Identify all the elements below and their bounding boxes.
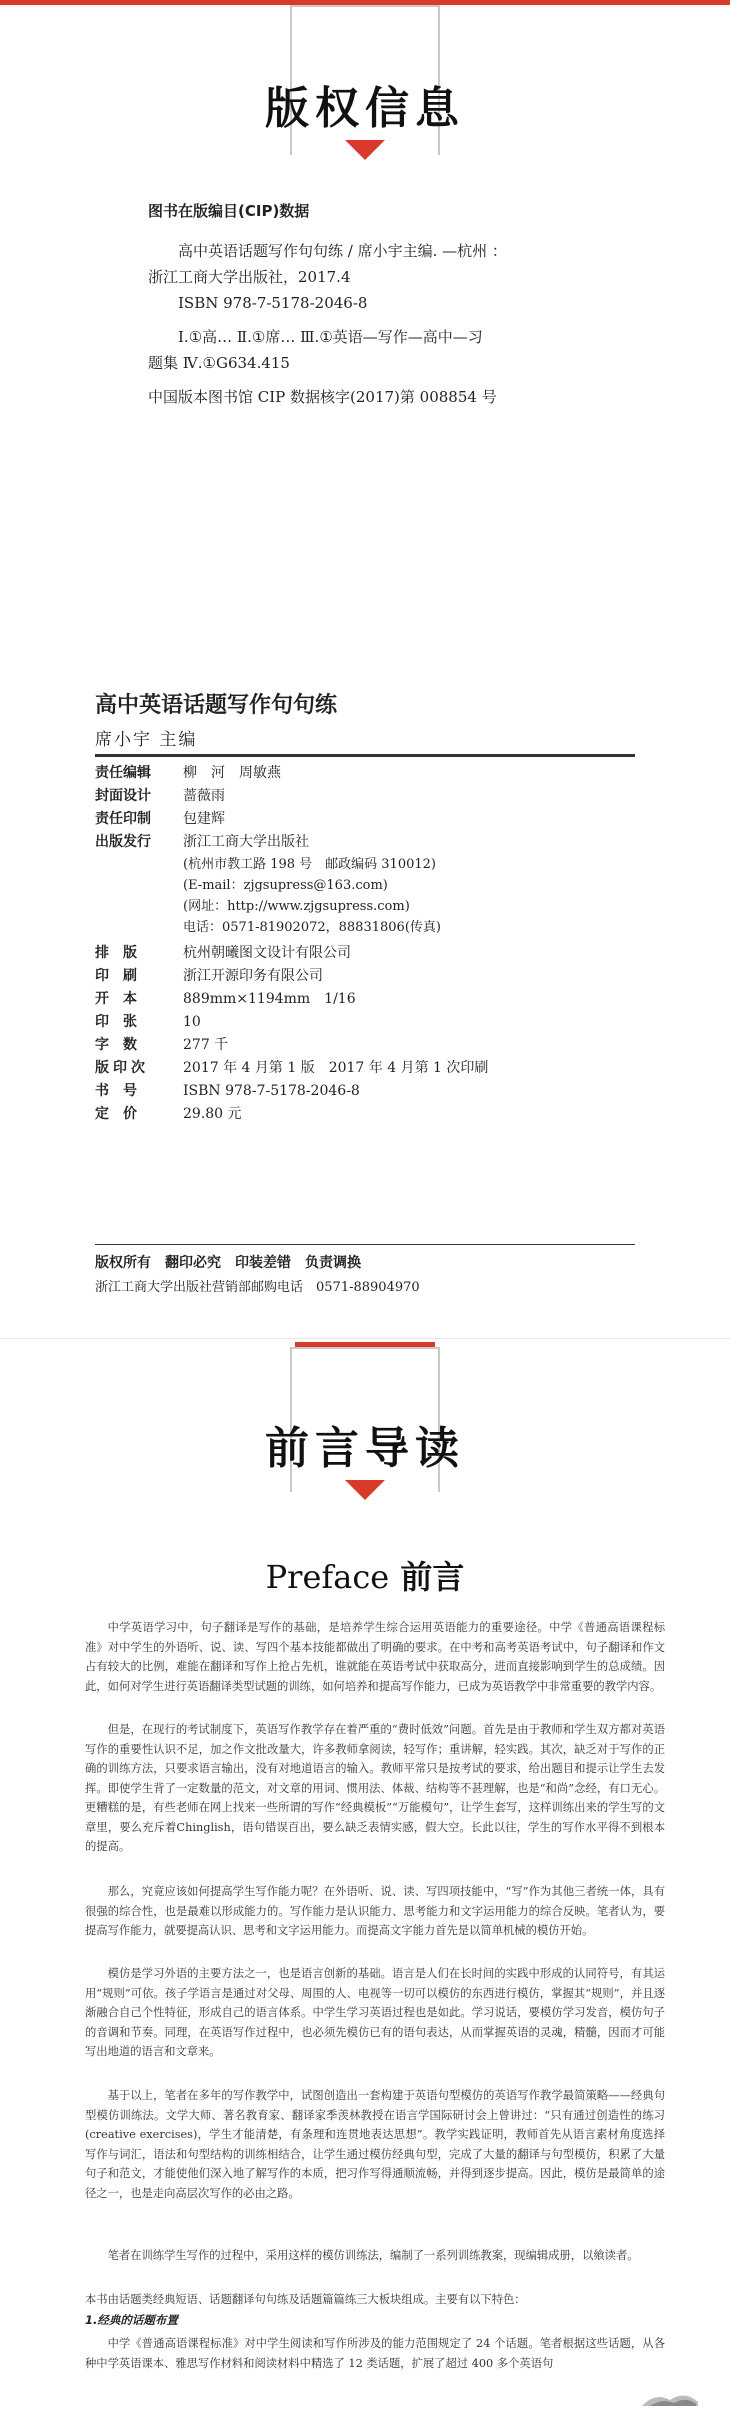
info-row [95, 831, 635, 854]
info-key: 封面设计 [95, 788, 151, 804]
book-author: 席小宇 主编 [95, 730, 198, 750]
feature-heading: 1.经典的话题布置 [85, 2313, 178, 2327]
cip-line: ISBN 978-7-5178-2046-8 [178, 294, 368, 312]
spec-key: 版印次 [95, 1060, 149, 1076]
spec-value: 浙江开源印务有限公司 [183, 968, 323, 984]
spec-value: 889mm×1194mm 1/16 [183, 991, 356, 1007]
cip-line: 中国版本图书馆 CIP 数据核字(2017)第 008854 号 [148, 388, 497, 406]
spec-value: 10 [183, 1014, 201, 1030]
spec-key: 印张 [95, 1014, 151, 1030]
info-value: 包建辉 [183, 811, 225, 827]
cip-label: 图书在版编目(CIP)数据 [148, 202, 310, 220]
preface-heading-en: Preface [265, 1558, 390, 1596]
cip-line: Ⅰ.①高… Ⅱ.①席… Ⅲ.①英语—写作—高中—习 [178, 328, 483, 346]
info-value: 柳 河 周敏燕 [183, 765, 281, 781]
preface-heading [0, 1552, 730, 1598]
rights-notice: 版权所有 翻印必究 印装差错 负责调换 [95, 1255, 361, 1271]
spec-key: 字数 [95, 1037, 151, 1053]
spec-value: ISBN 978-7-5178-2046-8 [183, 1083, 360, 1099]
spec-key: 书号 [95, 1083, 151, 1099]
spec-key: 印刷 [95, 968, 151, 984]
spec-row [95, 988, 635, 1011]
preface-paragraph: 基于以上，笔者在多年的写作教学中，试图创造出一套构建于英语句型模仿的英语写作教学最简策略——经典句型模仿训练法。文学大师、著名教育家、翻译家季羡林教授在语言学国际研讨会上曾讲过：“只有通过创造性的练习(creative exercises)，学生才能清楚，有条理和连贯地表达思想”。教学实践证明，教师首先从语言素材角度选择写作与词汇，语法和句型结构的训练相结合，让学生通过模仿经典句型，完成了大量的翻译与句型模仿，积累了大量句子和范文，才能使他们深入地了解写作的本质，把习作写得通顺流畅，并得到逐步提高。因此，模仿是最简单的途径之一，也是走向高层次写作的必由之路。 [85, 2089, 665, 2200]
spec-value: 277 千 [183, 1037, 229, 1053]
book-title: 高中英语话题写作句句练 [95, 692, 338, 718]
preface-triangle-marker [345, 1480, 385, 1500]
cip-line: 浙江工商大学出版社，2017.4 [148, 268, 351, 286]
spec-value: 2017 年 4 月第 1 版 2017 年 4 月第 1 次印刷 [183, 1060, 489, 1076]
preface-paragraph: 中学英语学习中，句子翻译是写作的基础，是培养学生综合运用英语能力的重要途径。中学《普通高语课程标准》对中学生的外语听、说、读、写四个基本技能都做出了明确的要求。在中考和高考英语考试中，句子翻译和作文占有较大的比例，难能在翻译和写作上抢占先机，谁就能在英语考试中获取高分，进而直接影响到学生的总成绩。因此，如何对学生进行英语翻译类型试题的训练，如何培养和提高写作能力，已成为英语教学中非常重要的教学内容。 [85, 1621, 665, 1693]
info-key: 责任编辑 [95, 765, 151, 781]
preface-section-title: 前言导读 [265, 1423, 465, 1474]
spec-row [95, 1057, 635, 1080]
info-row [95, 785, 635, 808]
footer-ornament [640, 2388, 700, 2408]
sales-phone: 浙江工商大学出版社营销部邮购电话 0571-88904970 [95, 1280, 420, 1295]
info-value: 浙江工商大学出版社 [183, 834, 309, 850]
info-block [95, 762, 635, 1126]
spec-row [95, 1103, 635, 1126]
cip-block [148, 238, 608, 410]
spec-key: 定价 [95, 1106, 151, 1122]
spec-row [95, 1034, 635, 1057]
publisher-address: (杭州市教工路 198 号 邮政编码 310012) [183, 857, 436, 872]
preface-paragraph: 模仿是学习外语的主要方法之一，也是语言创新的基础。语言是人们在长时间的实践中形成的认同符号，有其运用“规则”可依。孩子学语言是通过对父母、周围的人、电视等一切可以模仿的东西进行模仿，掌握其“规则”，并且逐渐融合自己个性特征，形成自己的语言体系。中学生学习英语过程也是如此。学习说话，要模仿学习发音，模仿句子的音调和节奏。同理，在英语写作过程中，也必须先模仿已有的语句表达，从而掌握英语的灵魂，精髓，因而才可能写出地道的语言和文章来。 [85, 1967, 665, 2058]
preface-paragraph: 那么，究竟应该如何提高学生写作能力呢？在外语听、说、读、写四项技能中，“写”作为其他三者统一体，具有很强的综合性，也是最难以形成能力的。写作能力是认识能力、思考能力和文字运用能力的综合反映。笔者认为，要提高写作能力，就要提高认识、思考和文字运用能力。而提高文字能力首先是以简单机械的模仿开始。 [85, 1885, 665, 1937]
publisher-phone: 电话：0571-81902072，88831806(传真) [183, 920, 441, 935]
info-row [95, 762, 635, 785]
info-key: 出版发行 [95, 834, 151, 850]
spec-row [95, 965, 635, 988]
info-row [95, 808, 635, 831]
spec-value: 29.80 元 [183, 1106, 242, 1122]
spec-row [95, 1011, 635, 1034]
publisher-email: (E-mail：zjgsupress@163.com) [183, 878, 388, 893]
rights-rule [95, 1244, 635, 1245]
features-intro: 本书由话题类经典短语、话题翻译句句练及话题篇篇练三大板块组成。主要有以下特色： [85, 2293, 526, 2306]
copyright-section-title: 版权信息 [265, 83, 465, 134]
spec-key: 排版 [95, 945, 151, 961]
spec-key: 开本 [95, 991, 151, 1007]
preface-paragraph: 但是，在现行的考试制度下，英语写作教学存在着严重的“费时低效”问题。首先是由于教师和学生双方都对英语写作的重要性认识不足，加之作文批改量大，许多教师拿阅读，轻写作；重讲解，轻实践。其次，缺乏对于写作的正确的训练方法，只要求语言输出，没有对地道语言的输入。教师平常只是按考试的要求，给出题目和提示让学生去发挥。即使学生背了一定数量的范文，对文章的用词、惯用法、体裁、结构等不甚理解，也是“和尚”念经，有口无心。更糟糕的是，有些老师在网上找来一些所谓的写作“经典模板”“万能模句”，让学生套写，这样训练出来的学生写的文章里，要么充斥着Chinglish，语句错误百出，要么缺乏表情实感，假大空。长此以往，学生的写作水平得不到根本的提高。 [85, 1723, 665, 1853]
publisher-website: (网址：http://www.zjgsupress.com) [183, 899, 410, 914]
cip-line: 题集 Ⅳ.①G634.415 [148, 354, 290, 372]
preface-paragraph: 笔者在训练学生写作的过程中，采用这样的模仿训练法，编制了一系列训练教案，现编辑成册，以飨读者。 [107, 2249, 639, 2262]
page-divider [0, 1338, 730, 1339]
info-value: 蔷薇雨 [183, 788, 225, 804]
spec-row [95, 1080, 635, 1103]
preface-heading-cn: 前言 [400, 1558, 465, 1596]
title-rule-thick [95, 754, 635, 757]
red-triangle-marker [345, 140, 385, 160]
cip-line: 高中英语话题写作句句练 / 席小宇主编. —杭州 ： [178, 242, 507, 260]
feature-paragraph: 中学《普通高语课程标准》对中学生阅读和写作所涉及的能力范围规定了 24 个话题。笔者根据这些话题，从各种中学英语课本、雅思写作材料和阅读材料中精选了 12 类话题，扩展了超过 400 多个英语句 [85, 2337, 665, 2370]
spec-row [95, 942, 635, 965]
spec-value: 杭州朝曦图文设计有限公司 [183, 945, 351, 961]
info-key: 责任印制 [95, 811, 151, 827]
footer-ornament-icon [640, 2388, 700, 2408]
